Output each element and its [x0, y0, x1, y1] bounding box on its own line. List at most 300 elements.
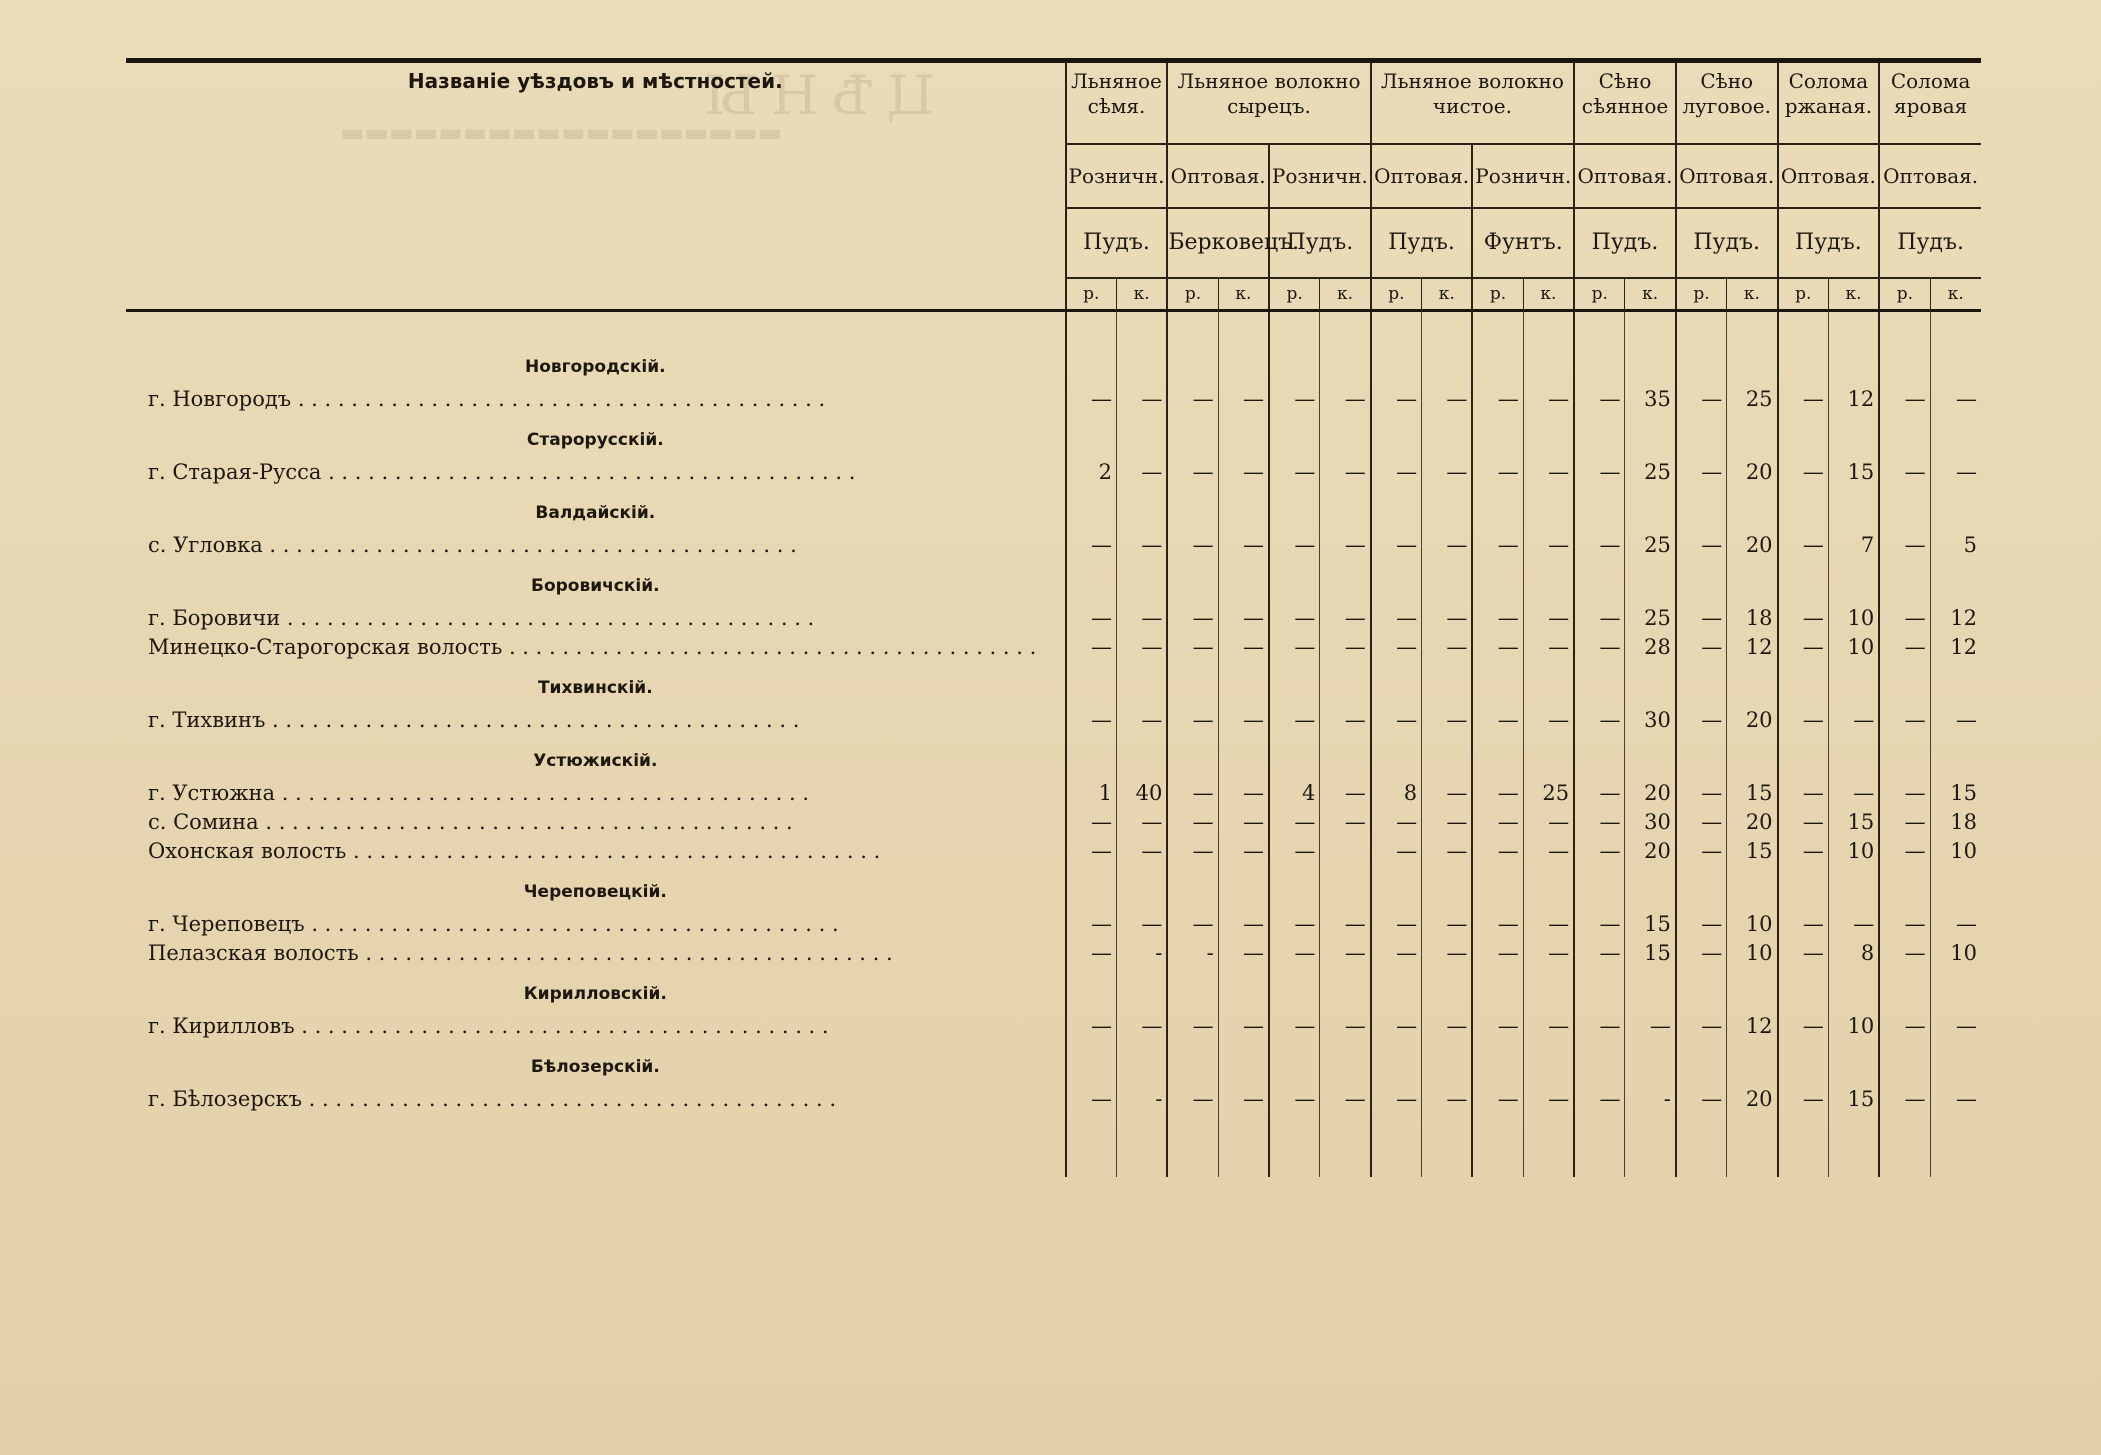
value-cell: — — [1472, 528, 1523, 557]
value-cell: — — [1116, 907, 1167, 936]
trade-header: Оптовая. — [1676, 144, 1778, 208]
value-cell: 18 — [1727, 601, 1778, 630]
value-cell: 8 — [1828, 936, 1879, 965]
value-cell: — — [1320, 1082, 1371, 1111]
value-cell: 20 — [1727, 1082, 1778, 1111]
value-cell: — — [1676, 630, 1727, 659]
value-cell: 12 — [1828, 382, 1879, 411]
value-cell: — — [1574, 630, 1625, 659]
value-cell: — — [1167, 1082, 1218, 1111]
table-row — [126, 630, 1981, 659]
value-cell: — — [1523, 936, 1574, 965]
value-cell: 25 — [1625, 528, 1676, 557]
row-name: г. Череповецъ . . . . . . . . . . . . . . . . . . . . . . . . . . . . . . . . . . . . . . . . — [148, 912, 839, 936]
row-name: г. Бѣлозерскъ . . . . . . . . . . . . . . . . . . . . . . . . . . . . . . . . . . . . . . . . — [148, 1087, 837, 1111]
group-header: Льняное волокно сырецъ. — [1167, 61, 1370, 145]
value-cell: — — [1523, 382, 1574, 411]
value-cell: — — [1778, 630, 1829, 659]
value-cell: — — [1930, 1082, 1981, 1111]
section-name: Старорусскій. — [526, 430, 664, 450]
value-cell: — — [1422, 630, 1473, 659]
value-cell: 18 — [1930, 805, 1981, 834]
value-cell: — — [1371, 936, 1422, 965]
value-cell: — — [1676, 601, 1727, 630]
value-cell: — — [1778, 382, 1829, 411]
value-cell: — — [1218, 528, 1269, 557]
value-cell: 25 — [1625, 601, 1676, 630]
value-cell: — — [1828, 907, 1879, 936]
value-cell: — — [1066, 907, 1117, 936]
value-cell: 15 — [1828, 1082, 1879, 1111]
value-cell: — — [1320, 776, 1371, 805]
value-cell: — — [1422, 528, 1473, 557]
row-name: г. Боровичи . . . . . . . . . . . . . . . . . . . . . . . . . . . . . . . . . . . . . . . . — [148, 606, 815, 630]
value-cell: — — [1320, 630, 1371, 659]
rubles-header: р. — [1371, 278, 1422, 311]
value-cell: — — [1066, 1009, 1117, 1038]
value-cell: — — [1269, 382, 1320, 411]
value-cell: — — [1320, 601, 1371, 630]
value-cell: — — [1116, 382, 1167, 411]
value-cell: 1 — [1066, 776, 1117, 805]
value-cell: — — [1218, 1009, 1269, 1038]
trade-header: Розничн. — [1269, 144, 1371, 208]
value-cell: — — [1218, 703, 1269, 732]
price-table — [126, 58, 1981, 1177]
unit-header: Пудъ. — [1778, 208, 1880, 278]
value-cell: — — [1371, 455, 1422, 484]
value-cell: — — [1167, 805, 1218, 834]
kopecks-header: к. — [1625, 278, 1676, 311]
value-cell: — — [1472, 776, 1523, 805]
value-cell: — — [1320, 936, 1371, 965]
value-cell: — — [1879, 601, 1930, 630]
value-cell: 7 — [1828, 528, 1879, 557]
value-cell: — — [1320, 382, 1371, 411]
table-row — [126, 455, 1981, 484]
section-row — [126, 877, 1981, 907]
value-cell: — — [1269, 1082, 1320, 1111]
kopecks-header: к. — [1320, 278, 1371, 311]
value-cell: 20 — [1727, 805, 1778, 834]
trade-header: Оптовая. — [1778, 144, 1880, 208]
unit-header: Пудъ. — [1066, 208, 1168, 278]
value-cell: — — [1167, 528, 1218, 557]
row-name: г. Устюжна . . . . . . . . . . . . . . . . . . . . . . . . . . . . . . . . . . . . . . . . — [148, 781, 810, 805]
section-row — [126, 979, 1981, 1009]
value-cell: — — [1676, 805, 1727, 834]
value-cell: — — [1269, 1009, 1320, 1038]
row-name: с. Сомина . . . . . . . . . . . . . . . . . . . . . . . . . . . . . . . . . . . . . . . . — [148, 810, 793, 834]
value-cell: — — [1930, 907, 1981, 936]
group-header: Солома яровая — [1879, 61, 1981, 145]
value-cell: 15 — [1727, 834, 1778, 863]
value-cell: — — [1371, 528, 1422, 557]
value-cell: — — [1778, 907, 1829, 936]
section-row — [126, 746, 1981, 776]
value-cell: 2 — [1066, 455, 1117, 484]
value-cell: — — [1574, 703, 1625, 732]
value-cell: 15 — [1930, 776, 1981, 805]
trade-header: Оптовая. — [1574, 144, 1676, 208]
value-cell: — — [1066, 1082, 1117, 1111]
value-cell: 20 — [1625, 834, 1676, 863]
rubles-header: р. — [1167, 278, 1218, 311]
value-cell: — — [1116, 805, 1167, 834]
value-cell: — — [1167, 630, 1218, 659]
value-cell: — — [1574, 776, 1625, 805]
kopecks-header: к. — [1422, 278, 1473, 311]
trade-header: Оптовая. — [1879, 144, 1981, 208]
value-cell: — — [1574, 382, 1625, 411]
unit-header: Фунтъ. — [1472, 208, 1574, 278]
value-cell: — — [1269, 936, 1320, 965]
row-name: г. Новгородъ . . . . . . . . . . . . . . . . . . . . . . . . . . . . . . . . . . . . . . . . — [148, 387, 826, 411]
value-cell: — — [1879, 528, 1930, 557]
value-cell: — — [1269, 630, 1320, 659]
unit-header: Пудъ. — [1269, 208, 1371, 278]
value-cell: — — [1218, 1082, 1269, 1111]
value-cell: — — [1778, 703, 1829, 732]
value-cell: — — [1523, 1009, 1574, 1038]
value-cell: — — [1269, 805, 1320, 834]
value-cell: — — [1371, 601, 1422, 630]
value-cell: — — [1116, 1009, 1167, 1038]
value-cell: 20 — [1727, 703, 1778, 732]
row-name: Пелазская волость . . . . . . . . . . . . . . . . . . . . . . . . . . . . . . . . . . . . . . . . — [148, 941, 893, 965]
value-cell: — — [1422, 805, 1473, 834]
value-cell: — — [1422, 455, 1473, 484]
value-cell: 15 — [1828, 455, 1879, 484]
kopecks-header: к. — [1930, 278, 1981, 311]
group-header: Сѣно луговое. — [1676, 61, 1778, 145]
header-groups-row — [126, 61, 1981, 145]
value-cell: 40 — [1116, 776, 1167, 805]
trade-header: Розничн. — [1472, 144, 1574, 208]
trade-header: Оптовая. — [1371, 144, 1473, 208]
value-cell: — — [1930, 382, 1981, 411]
rubles-header: р. — [1778, 278, 1829, 311]
rubles-header: р. — [1676, 278, 1727, 311]
row-name: г. Тихвинъ . . . . . . . . . . . . . . . . . . . . . . . . . . . . . . . . . . . . . . . . — [148, 708, 800, 732]
value-cell: — — [1269, 907, 1320, 936]
value-cell: - — [1625, 1082, 1676, 1111]
value-cell: - — [1116, 1082, 1167, 1111]
value-cell: — — [1320, 805, 1371, 834]
value-cell: — — [1066, 703, 1117, 732]
value-cell: — — [1574, 936, 1625, 965]
value-cell: — — [1472, 455, 1523, 484]
value-cell: — — [1676, 1009, 1727, 1038]
section-gap — [126, 863, 1981, 877]
value-cell: — — [1574, 455, 1625, 484]
section-name: Боровичскій. — [530, 576, 660, 596]
table-row — [126, 907, 1981, 936]
value-cell: — — [1879, 1009, 1930, 1038]
value-cell: — — [1422, 1082, 1473, 1111]
table-row — [126, 1009, 1981, 1038]
section-name: Валдайскій. — [535, 503, 656, 523]
value-cell: — — [1574, 907, 1625, 936]
value-cell: — — [1879, 936, 1930, 965]
value-cell: — — [1371, 907, 1422, 936]
value-cell: — — [1167, 703, 1218, 732]
value-cell: 20 — [1727, 455, 1778, 484]
value-cell: - — [1116, 936, 1167, 965]
value-cell: 10 — [1930, 936, 1981, 965]
section-gap — [126, 1111, 1981, 1125]
value-cell: — — [1116, 834, 1167, 863]
value-cell: — — [1676, 776, 1727, 805]
value-cell: — — [1472, 834, 1523, 863]
value-cell: — — [1218, 776, 1269, 805]
value-cell: 12 — [1930, 630, 1981, 659]
value-cell: 10 — [1727, 907, 1778, 936]
value-cell: — — [1371, 834, 1422, 863]
value-cell: — — [1879, 703, 1930, 732]
value-cell: — — [1574, 601, 1625, 630]
value-cell: — — [1523, 1082, 1574, 1111]
value-cell: — — [1676, 834, 1727, 863]
value-cell: 15 — [1727, 776, 1778, 805]
value-cell: — — [1574, 834, 1625, 863]
value-cell: — — [1778, 528, 1829, 557]
rubles-header: р. — [1472, 278, 1523, 311]
value-cell: — — [1167, 601, 1218, 630]
value-cell: — — [1523, 601, 1574, 630]
group-header: Льняное сѣмя. — [1066, 61, 1168, 145]
top-spacer — [126, 311, 1981, 353]
value-cell: — — [1218, 834, 1269, 863]
rubles-header: р. — [1574, 278, 1625, 311]
value-cell: — — [1574, 1082, 1625, 1111]
value-cell: 10 — [1828, 834, 1879, 863]
section-name: Череповецкій. — [523, 882, 667, 902]
kopecks-header: к. — [1523, 278, 1574, 311]
value-cell: — — [1116, 528, 1167, 557]
value-cell: 30 — [1625, 703, 1676, 732]
value-cell: — — [1879, 805, 1930, 834]
value-cell: — — [1218, 601, 1269, 630]
section-gap — [126, 965, 1981, 979]
value-cell: — — [1320, 1009, 1371, 1038]
value-cell: — — [1371, 1009, 1422, 1038]
value-cell: — — [1422, 382, 1473, 411]
value-cell: 20 — [1625, 776, 1676, 805]
value-cell: 15 — [1625, 907, 1676, 936]
unit-header: Берковецъ. — [1167, 208, 1269, 278]
table-row — [126, 528, 1981, 557]
value-cell: — — [1930, 455, 1981, 484]
section-gap — [126, 557, 1981, 571]
table-row — [126, 776, 1981, 805]
section-row — [126, 425, 1981, 455]
value-cell: 10 — [1828, 630, 1879, 659]
value-cell: — — [1472, 382, 1523, 411]
section-row — [126, 1052, 1981, 1082]
value-cell: — — [1066, 805, 1117, 834]
group-header: Льняное волокно чистое. — [1371, 61, 1574, 145]
section-gap — [126, 659, 1981, 673]
value-cell: 10 — [1828, 1009, 1879, 1038]
row-name: Охонская волость . . . . . . . . . . . . . . . . . . . . . . . . . . . . . . . . . . . . . . . . — [148, 839, 881, 863]
value-cell: 35 — [1625, 382, 1676, 411]
table-row — [126, 805, 1981, 834]
value-cell: — — [1676, 703, 1727, 732]
kopecks-header: к. — [1116, 278, 1167, 311]
value-cell: — — [1676, 382, 1727, 411]
value-cell: — — [1676, 455, 1727, 484]
section-row — [126, 673, 1981, 703]
value-cell: — — [1778, 455, 1829, 484]
value-cell: — — [1879, 630, 1930, 659]
value-cell: 15 — [1828, 805, 1879, 834]
value-cell: — — [1523, 805, 1574, 834]
value-cell: — — [1778, 601, 1829, 630]
value-cell: — — [1422, 703, 1473, 732]
row-name: г. Старая-Русса . . . . . . . . . . . . . . . . . . . . . . . . . . . . . . . . . . . . . . . . — [148, 460, 856, 484]
value-cell: — — [1472, 936, 1523, 965]
kopecks-header: к. — [1218, 278, 1269, 311]
value-cell: — — [1523, 703, 1574, 732]
value-cell: — — [1930, 1009, 1981, 1038]
unit-header: Пудъ. — [1574, 208, 1676, 278]
kopecks-header: к. — [1727, 278, 1778, 311]
value-cell: — — [1269, 834, 1320, 863]
table-row — [126, 382, 1981, 411]
value-cell: — — [1676, 1082, 1727, 1111]
value-cell: — — [1879, 907, 1930, 936]
value-cell: — — [1828, 703, 1879, 732]
value-cell: — — [1218, 805, 1269, 834]
value-cell: — — [1523, 907, 1574, 936]
value-cell: — — [1218, 382, 1269, 411]
unit-header: Пудъ. — [1879, 208, 1981, 278]
value-cell: — — [1574, 1009, 1625, 1038]
value-cell: — — [1523, 834, 1574, 863]
value-cell: 10 — [1930, 834, 1981, 863]
table-row — [126, 703, 1981, 732]
section-gap — [126, 732, 1981, 746]
value-cell: — — [1167, 907, 1218, 936]
value-cell: — — [1167, 455, 1218, 484]
value-cell: 30 — [1625, 805, 1676, 834]
section-gap — [126, 484, 1981, 498]
value-cell: — — [1472, 630, 1523, 659]
value-cell: — — [1269, 601, 1320, 630]
value-cell: — — [1828, 776, 1879, 805]
table-title: Названіе уѣздовъ и мѣстностей. — [126, 61, 1066, 311]
value-cell: — — [1116, 703, 1167, 732]
trade-header: Оптовая. — [1167, 144, 1269, 208]
value-cell: 20 — [1727, 528, 1778, 557]
group-header: Сѣно сѣянное — [1574, 61, 1676, 145]
table-row — [126, 936, 1981, 965]
value-cell: — — [1778, 1082, 1829, 1111]
value-cell: 12 — [1930, 601, 1981, 630]
section-gap — [126, 1038, 1981, 1052]
value-cell: — — [1167, 834, 1218, 863]
row-name: с. Угловка . . . . . . . . . . . . . . . . . . . . . . . . . . . . . . . . . . . . . . . . — [148, 533, 797, 557]
value-cell: — — [1422, 776, 1473, 805]
group-header: Солома ржаная. — [1778, 61, 1880, 145]
value-cell: — — [1472, 1009, 1523, 1038]
value-cell: — — [1472, 805, 1523, 834]
value-cell: 28 — [1625, 630, 1676, 659]
value-cell: — — [1167, 776, 1218, 805]
value-cell: — — [1218, 936, 1269, 965]
value-cell: — — [1422, 834, 1473, 863]
row-name: Минецко-Старогорская волость . . . . . . . . . . . . . . . . . . . . . . . . . . . . . . . . . . . . . . . . — [148, 635, 1037, 659]
value-cell: — — [1371, 805, 1422, 834]
value-cell: — — [1879, 776, 1930, 805]
value-cell: — — [1523, 630, 1574, 659]
value-cell: — — [1422, 1009, 1473, 1038]
bleed-through-text: ЦѢНЫ — [690, 64, 935, 127]
value-cell: 12 — [1727, 630, 1778, 659]
value-cell: — — [1422, 936, 1473, 965]
value-cell: 8 — [1371, 776, 1422, 805]
value-cell: — — [1676, 907, 1727, 936]
section-name: Новгородскій. — [525, 357, 666, 377]
section-row — [126, 571, 1981, 601]
value-cell: — — [1116, 455, 1167, 484]
value-cell: 12 — [1727, 1009, 1778, 1038]
value-cell: — — [1879, 1082, 1930, 1111]
value-cell: 5 — [1930, 528, 1981, 557]
rubles-header: р. — [1879, 278, 1930, 311]
value-cell: — — [1472, 703, 1523, 732]
unit-header: Пудъ. — [1676, 208, 1778, 278]
value-cell: — — [1320, 907, 1371, 936]
trade-header: Розничн. — [1066, 144, 1168, 208]
value-cell: — — [1320, 455, 1371, 484]
value-cell: 4 — [1269, 776, 1320, 805]
value-cell: — — [1778, 1009, 1829, 1038]
value-cell: — — [1371, 630, 1422, 659]
value-cell: — — [1523, 455, 1574, 484]
section-row — [126, 498, 1981, 528]
value-cell: — — [1930, 703, 1981, 732]
value-cell: 15 — [1625, 936, 1676, 965]
table-row — [126, 834, 1981, 863]
bottom-spacer — [126, 1125, 1981, 1177]
value-cell: 25 — [1523, 776, 1574, 805]
value-cell — [1320, 834, 1371, 863]
value-cell: — — [1371, 1082, 1422, 1111]
value-cell: — — [1269, 455, 1320, 484]
table-row — [126, 1082, 1981, 1111]
value-cell: — — [1523, 528, 1574, 557]
value-cell: — — [1116, 601, 1167, 630]
value-cell: — — [1778, 805, 1829, 834]
value-cell: — — [1066, 630, 1117, 659]
row-name: г. Кирилловъ . . . . . . . . . . . . . . . . . . . . . . . . . . . . . . . . . . . . . . . . — [148, 1014, 829, 1038]
bleed-through-subtitle: ▬▬▬▬▬▬▬▬▬▬▬▬▬▬▬▬▬▬ — [340, 118, 783, 148]
value-cell: — — [1269, 703, 1320, 732]
section-name: Тихвинскій. — [537, 678, 653, 698]
value-cell: 25 — [1625, 455, 1676, 484]
value-cell: — — [1778, 936, 1829, 965]
value-cell: — — [1422, 601, 1473, 630]
value-cell: 10 — [1828, 601, 1879, 630]
value-cell: — — [1676, 936, 1727, 965]
rubles-header: р. — [1269, 278, 1320, 311]
rubles-header: р. — [1066, 278, 1117, 311]
value-cell: - — [1167, 936, 1218, 965]
value-cell: — — [1778, 834, 1829, 863]
section-name: Кирилловскій. — [523, 984, 667, 1004]
